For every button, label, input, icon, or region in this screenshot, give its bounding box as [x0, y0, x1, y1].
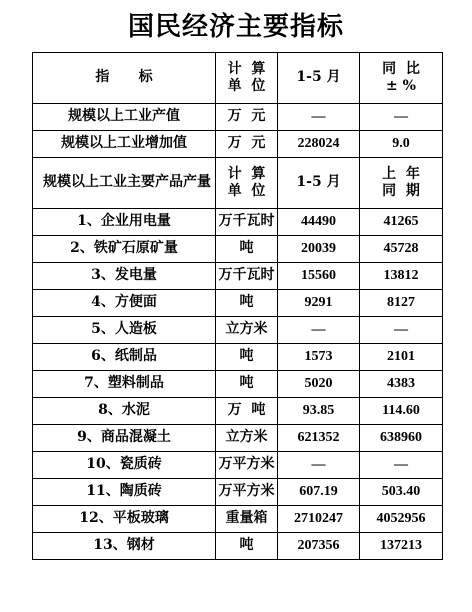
header-change-line2: ± % [386, 78, 416, 94]
row-unit: 万 元 [216, 131, 278, 158]
product-last-year: 45728 [360, 236, 443, 263]
product-row [33, 290, 443, 317]
product-value: — [278, 317, 360, 344]
product-value: 9291 [278, 290, 360, 317]
product-section-title: 规模以上工业主要产品产量 [33, 158, 216, 209]
product-last-year: 41265 [360, 209, 443, 236]
product-last-year: 8127 [360, 290, 443, 317]
header-change-line1: 同 比 [382, 60, 420, 77]
product-row [33, 479, 443, 506]
product-value: 207356 [278, 533, 360, 560]
product-unit: 重量箱 [216, 506, 278, 533]
product-unit: 万千瓦时 [216, 263, 278, 290]
product-unit: 立方米 [216, 317, 278, 344]
row-name: 规模以上工业产值 [33, 104, 216, 131]
product-row [33, 425, 443, 452]
table-row [33, 131, 443, 158]
product-last-year: 638960 [360, 425, 443, 452]
product-name: 8、水泥 [33, 398, 216, 425]
header-period: 1-5 月 [278, 53, 360, 104]
product-header-unit-line1: 计 算 [227, 165, 266, 182]
product-header-period: 1-5 月 [278, 158, 360, 209]
product-last-year: — [360, 452, 443, 479]
product-row [33, 263, 443, 290]
row-name: 规模以上工业增加值 [33, 131, 216, 158]
product-value: 621352 [278, 425, 360, 452]
product-value: 93.85 [278, 398, 360, 425]
product-header-row [33, 158, 443, 209]
product-unit: 万 吨 [216, 398, 278, 425]
product-last-year: 4383 [360, 371, 443, 398]
product-value: — [278, 452, 360, 479]
product-name: 6、纸制品 [33, 344, 216, 371]
product-unit: 吨 [216, 290, 278, 317]
product-header-last-year [360, 158, 443, 209]
product-unit: 吨 [216, 344, 278, 371]
product-value: 607.19 [278, 479, 360, 506]
row-value: — [278, 104, 360, 131]
product-value: 44490 [278, 209, 360, 236]
product-name: 13、钢材 [33, 533, 216, 560]
header-unit [216, 53, 278, 104]
product-row [33, 209, 443, 236]
product-header-last-line2: 同 期 [382, 183, 420, 199]
row-change: 9.0 [360, 131, 443, 158]
product-row [33, 344, 443, 371]
table-row [33, 104, 443, 131]
product-header-unit-line2: 单 位 [227, 183, 266, 199]
product-last-year: 137213 [360, 533, 443, 560]
product-unit: 万平方米 [216, 452, 278, 479]
product-row [33, 506, 443, 533]
product-name: 3、发电量 [33, 263, 216, 290]
product-row [33, 452, 443, 479]
product-name: 2、铁矿石原矿量 [33, 236, 216, 263]
product-value: 2710247 [278, 506, 360, 533]
header-change [360, 53, 443, 104]
product-name: 4、方便面 [33, 290, 216, 317]
product-name: 10、瓷质砖 [33, 452, 216, 479]
product-unit: 立方米 [216, 425, 278, 452]
product-value: 1573 [278, 344, 360, 371]
product-unit: 万平方米 [216, 479, 278, 506]
product-name: 11、陶质砖 [33, 479, 216, 506]
product-last-year: 13812 [360, 263, 443, 290]
product-row [33, 317, 443, 344]
product-name: 9、商品混凝土 [33, 425, 216, 452]
product-row [33, 371, 443, 398]
indicator-table [32, 52, 443, 560]
product-last-year: 114.60 [360, 398, 443, 425]
header-unit-line1: 计 算 [227, 60, 266, 77]
product-row [33, 398, 443, 425]
row-unit: 万 元 [216, 104, 278, 131]
page-title: 国民经济主要指标 [127, 12, 344, 42]
product-value: 5020 [278, 371, 360, 398]
product-row [33, 533, 443, 560]
row-value: 228024 [278, 131, 360, 158]
product-name: 12、平板玻璃 [33, 506, 216, 533]
row-change: — [360, 104, 443, 131]
header-indicator: 指 标 [33, 53, 216, 104]
product-name: 7、塑料制品 [33, 371, 216, 398]
product-name: 5、人造板 [33, 317, 216, 344]
product-last-year: 4052956 [360, 506, 443, 533]
table-header-row [33, 53, 443, 104]
product-value: 15560 [278, 263, 360, 290]
product-header-unit [216, 158, 278, 209]
product-unit: 万千瓦时 [216, 209, 278, 236]
product-row [33, 236, 443, 263]
product-unit: 吨 [216, 371, 278, 398]
product-value: 20039 [278, 236, 360, 263]
product-unit: 吨 [216, 236, 278, 263]
product-last-year: 503.40 [360, 479, 443, 506]
product-last-year: 2101 [360, 344, 443, 371]
product-last-year: — [360, 317, 443, 344]
product-unit: 吨 [216, 533, 278, 560]
product-name: 1、企业用电量 [33, 209, 216, 236]
header-unit-line2: 单 位 [227, 78, 266, 94]
product-header-last-line1: 上 年 [382, 165, 420, 182]
